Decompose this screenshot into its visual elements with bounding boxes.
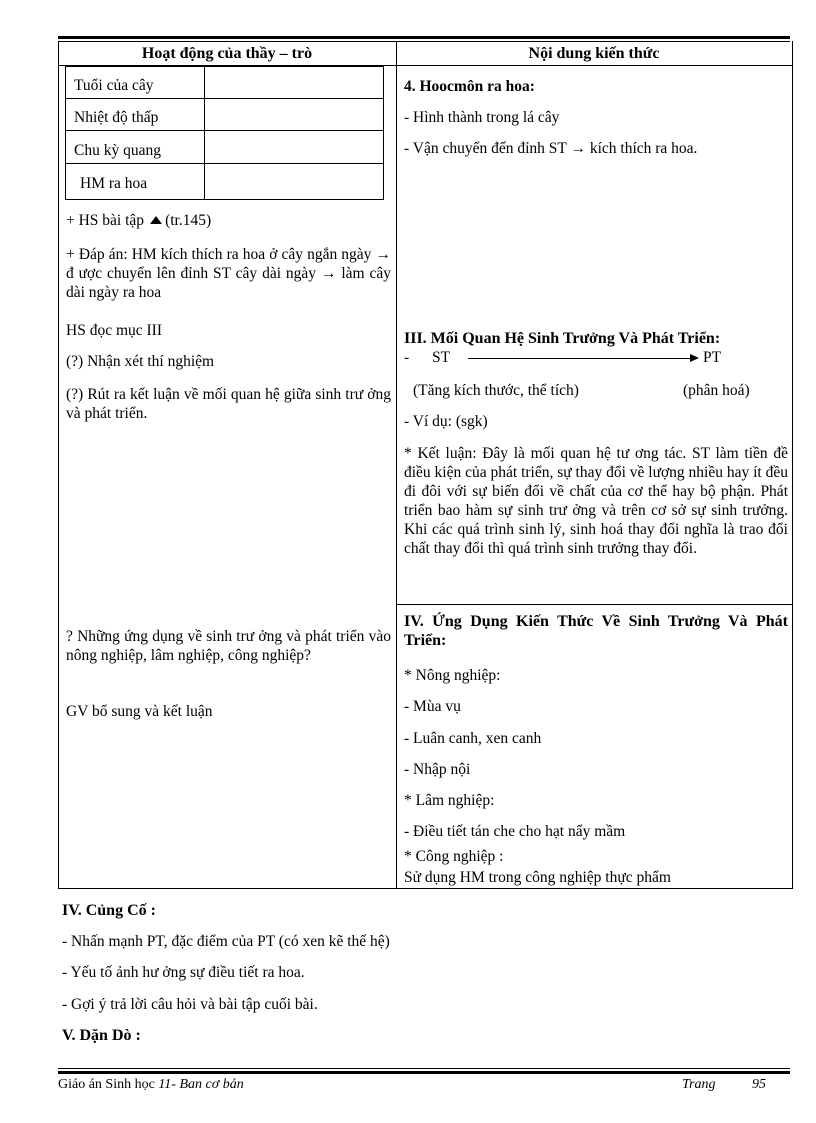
table-left-border [58,41,59,888]
st-label: ST [432,349,451,366]
footer-rule-thin [58,1068,790,1069]
section-3-title: III. Mối Quan Hệ Sinh Trưởng Và Phát Triển: [404,330,721,347]
consolidate-item: - Gợi ý trả lời câu hỏi và bài tập cuối bài. [62,996,318,1013]
mini-table-cell: HM ra hoa [80,175,148,192]
top-rule-thin [58,41,790,42]
agriculture-title: * Nông nghiệp: [404,667,501,684]
footer-rule-thick [58,1071,790,1074]
top-rule-thick [58,36,790,39]
forestry-item: - Điều tiết tán che cho hạt nẩy mầm [404,823,626,840]
homework-title: V. Dặn Dò : [62,1027,141,1044]
section-4-line-1: - Hình thành trong lá cây [404,109,560,126]
question-3: ? Những ứng dụng về sinh trư ởng và phát triển vào nông nghiệp, lâm nghiệp, công nghiệp? [66,628,391,664]
section-4-title: 4. Hoocmôn ra hoa: [404,78,535,95]
pt-label: PT [703,349,722,366]
agriculture-item: - Nhập nội [404,761,471,778]
header-right: Nội dung kiến thức [528,45,660,62]
conclusion-text: * Kết luận: Đây là mối quan hệ tư ơng tác. ST làm tiền đề điều kiện của phát triển, sự thay đổi về lượng nhiều hay ít đều đi đôi với sự biến đổi về chất của cơ thể hay bộ phận. Phát triển bao hàm sự sinh trư ởng và trên cơ sở sự sinh trưởng. Khi các quá trình sinh lý, sinh hoá thay đổi nghĩa là trao đổi chất thay đổi thì quá trình sinh trưởng thay đổi. [404,445,788,557]
read-instruction: HS đọc mục III [66,322,162,339]
agriculture-item: - Mùa vụ [404,698,461,715]
forestry-title: * Lâm nghiệp: [404,792,495,809]
header-left: Hoạt động của thầy – trò [141,45,313,62]
mini-table-cell: Nhiệt độ thấp [74,109,159,126]
pt-note: (phân hoá) [683,382,750,399]
st-pt-arrow [468,358,693,359]
industry-item: Sử dụng HM trong công nghiệp thực phẩm [404,869,671,886]
mini-table [65,66,384,200]
st-note: (Tăng kích thước, thể tích) [413,382,579,399]
consolidate-title: IV. Củng Cố : [62,902,156,919]
question-2: (?) Rút ra kết luận về mối quan hệ giữa sinh trư ởng và phát triển. [66,386,391,422]
exercise-line: + HS bài tập (tr.145) [66,212,212,229]
consolidate-item: - Yếu tố ảnh hư ởng sự điều tiết ra hoa. [62,964,305,981]
st-dash: - [404,349,410,366]
agriculture-item: - Luân canh, xen canh [404,730,542,747]
industry-title: * Công nghiệp : [404,848,504,865]
answer-text: + Đáp án: HM kích thích ra hoa ở cây ngắn ngày → đ ược chuyển lên đỉnh ST cây dài ngày → làm cây dài ngày ra hoa [66,246,391,301]
section-divider [397,604,792,605]
example-line: - Ví dụ: (sgk) [404,413,488,430]
question-1: (?) Nhận xét thí nghiệm [66,353,215,370]
arrow-head-icon [690,354,699,362]
footer-left: Giáo án Sinh học 11- Ban cơ bản [58,1077,244,1092]
mini-table-cell: Chu kỳ quang [74,142,161,159]
mini-table-cell: Tuổi của cây [74,77,154,94]
triangle-icon [150,216,162,224]
consolidate-item: - Nhấn mạnh PT, đặc điểm của PT (có xen kẽ thế hệ) [62,933,390,950]
section-4b-title: IV. Ứng Dụng Kiến Thức Về Sinh Trưởng Và Phát Triển: [404,613,788,649]
section-4-line-2: - Vận chuyển đến đỉnh ST → kích thích ra hoa. [404,140,698,157]
table-bottom-border [58,888,793,889]
table-middle-border [396,41,397,888]
table-right-border [792,41,793,888]
footer-page-number: 95 [752,1077,766,1092]
footer-page-label: Trang [682,1077,716,1092]
teacher-note: GV bổ sung và kết luận [66,703,213,720]
